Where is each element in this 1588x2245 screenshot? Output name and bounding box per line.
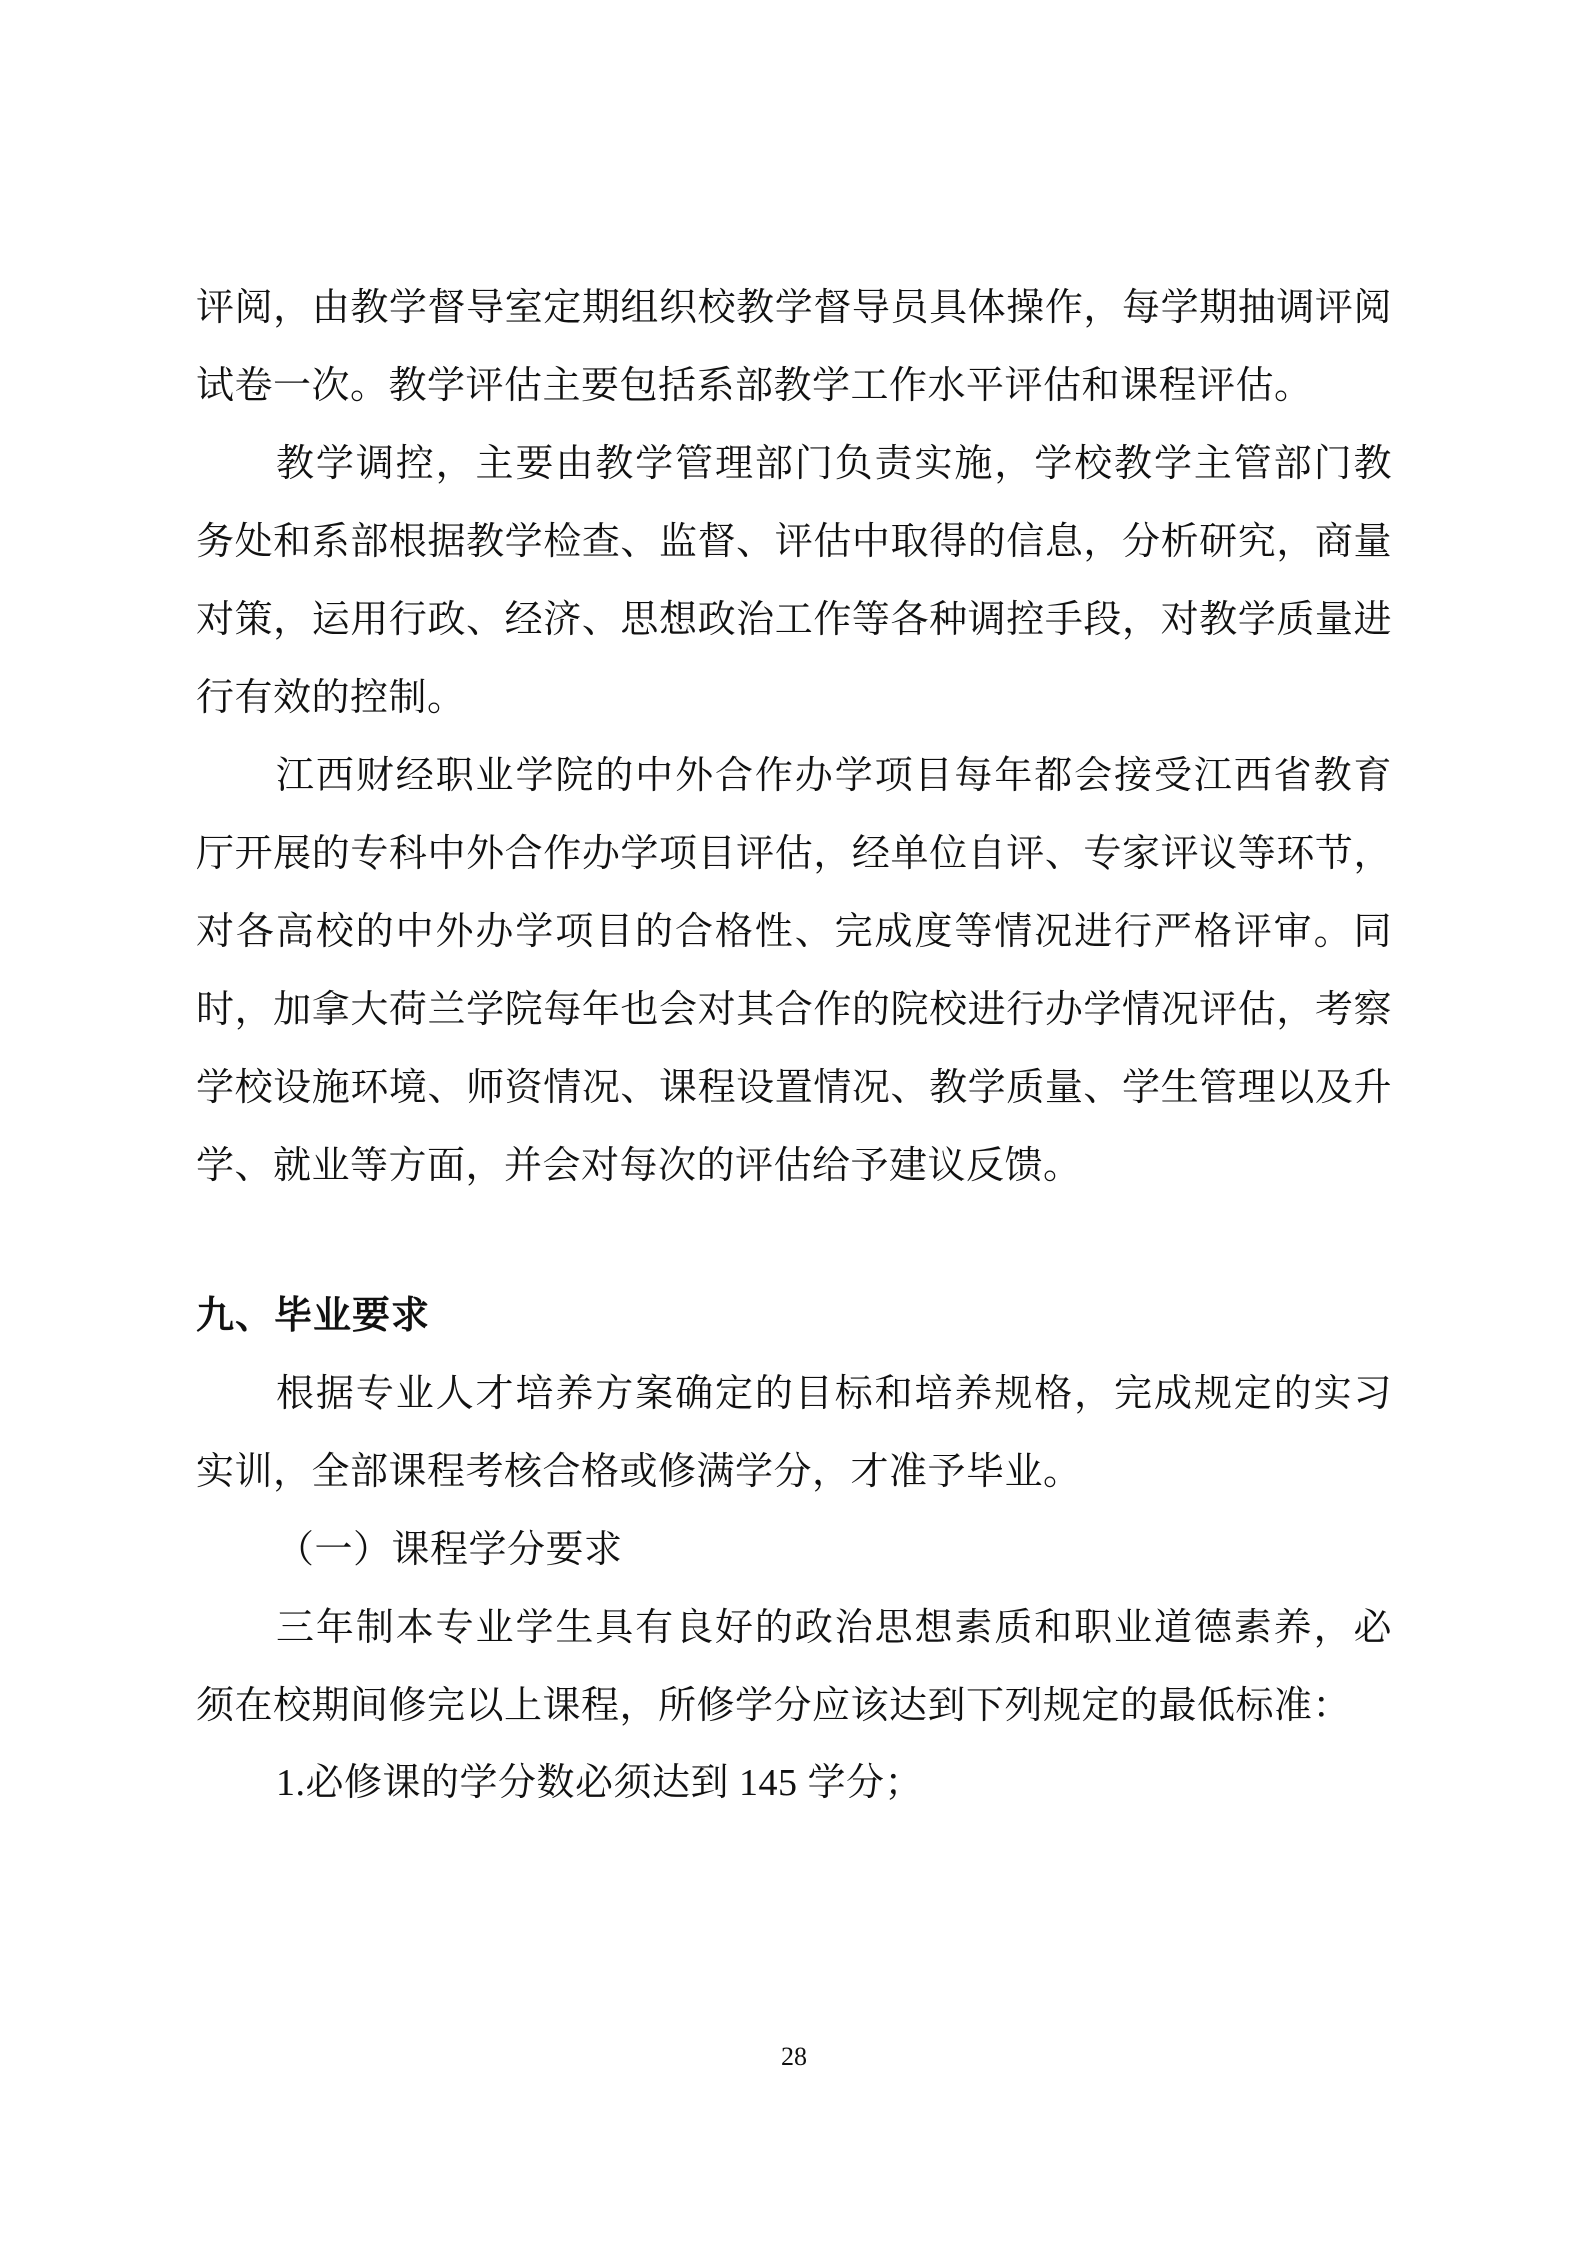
paragraph-subsection-credit-requirements: （一）课程学分要求 <box>276 1527 623 1571</box>
paragraph-credit-standard: 三年制本专业学生具有良好的政治思想素质和职业道德素养，必须在校期间修完以上课程，所修学分应该达到下列规定的最低标准： <box>196 1605 1392 1727</box>
page-content <box>196 268 1392 1822</box>
paragraph-evaluation-review: 评阅，由教学督导室定期组织校教学督导员具体操作，每学期抽调评阅试卷一次。教学评估主要包括系部教学工作水平评估和课程评估。 <box>196 285 1392 407</box>
paragraph-required-course-credits: 1.必修课的学分数必须达到 145 学分； <box>276 1762 924 1804</box>
paragraph-teaching-regulation: 教学调控，主要由教学管理部门负责实施，学校教学主管部门教务处和系部根据教学检查、监督、评估中取得的信息，分析研究，商量对策，运用行政、经济、思想政治工作等各种调控手段，对教学质量进行有效的控制。 <box>196 441 1392 719</box>
paragraph-graduation-basis: 根据专业人才培养方案确定的目标和培养规格，完成规定的实习实训，全部课程考核合格或修满学分，才准予毕业。 <box>196 1371 1392 1493</box>
paragraph-cooperative-program-evaluation: 江西财经职业学院的中外合作办学项目每年都会接受江西省教育厅开展的专科中外合作办学项目评估，经单位自评、专家评议等环节，对各高校的中外办学项目的合格性、完成度等情况进行严格评审。同时，加拿大荷兰学院每年也会对其合作的院校进行办学情况评估，考察学校设施环境、师资情况、课程设置情况、教学质量、学生管理以及升学、就业等方面，并会对每次的评估给予建议反馈。 <box>196 753 1392 1187</box>
section-heading-graduation-requirements: 九、毕业要求 <box>196 1293 431 1337</box>
page-number: 28 <box>781 2042 807 2071</box>
section-spacer <box>196 1204 1392 1276</box>
